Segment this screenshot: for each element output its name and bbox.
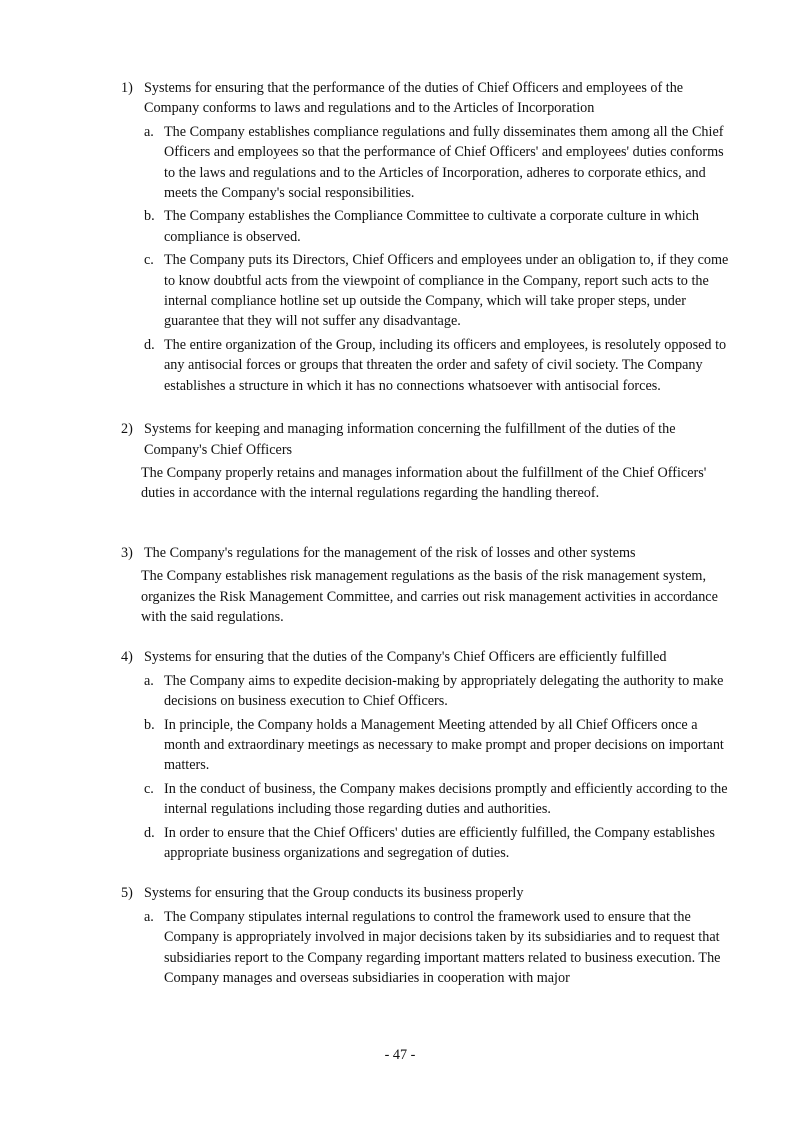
section-number: 4) [121, 649, 133, 666]
item-text: The Company establishes the Compliance Committee to cultivate a corporate culture in which compliance is observed. [164, 208, 700, 245]
item-letter: b. [144, 208, 155, 225]
section-heading [121, 883, 730, 903]
section-heading [121, 78, 730, 119]
item-letter: c. [144, 780, 154, 797]
section-title: Systems for keeping and managing information concerning the fulfillment of the duties of the Company's Chief Officers [144, 421, 676, 458]
item-text: In order to ensure that the Chief Officers' duties are efficiently fulfilled, the Company establishes appropriate business organizations and segregation of duties. [164, 824, 715, 861]
section-title: Systems for ensuring that the Group conducts its business properly [144, 885, 524, 902]
item-letter: a. [144, 672, 154, 689]
section-number: 5) [121, 885, 133, 902]
section-4 [0, 647, 800, 863]
item-text: The Company stipulates internal regulations to control the framework used to ensure that the Company is appropriately involved in major decisions taken by its subsidiaries and to request that subsidiaries report to the Company regarding important matters related to business execution. The Company manages and overseas subsidiaries in cooperation with major [164, 908, 721, 987]
section-heading [121, 543, 730, 563]
section-2 [0, 419, 800, 504]
item-text: The Company establishes compliance regulations and fully disseminates them among all the Chief Officers and employees so that the performance of Chief Officers' and employees' duties conforms to the laws and regulations and to the Articles of Incorporation, adheres to corporate ethics, and meets the Company's social responsibilities. [164, 123, 724, 202]
section-3 [0, 543, 800, 628]
list-item [144, 907, 730, 989]
item-letter: a. [144, 123, 154, 140]
document-body [0, 78, 800, 988]
section-heading [121, 647, 730, 667]
section-heading [121, 419, 730, 460]
section-paragraph: The Company properly retains and manages information about the fulfillment of the Chief Officers' duties in accordance with the internal regulations regarding the handling thereof. [141, 464, 707, 502]
list-item [144, 715, 730, 776]
section-5 [0, 883, 800, 988]
section-1 [0, 78, 800, 396]
list-item [144, 335, 730, 396]
section-paragraph: The Company establishes risk management regulations as the basis of the risk management system, organizes the Risk Management Committee, and carries out risk management activities in accordance with the said regulations. [141, 568, 718, 625]
section-title: Systems for ensuring that the duties of the Company's Chief Officers are efficiently fulfilled [144, 649, 667, 666]
item-letter: a. [144, 908, 154, 925]
item-text: The Company puts its Directors, Chief Officers and employees under an obligation to, if they come to know doubtful acts from the viewpoint of compliance in the Company, report such acts to the internal compliance hotline set up outside the Company, which will take proper steps, under guarantee that they will not suffer any disadvantage. [164, 252, 729, 330]
section-number: 2) [121, 421, 133, 438]
item-letter: d. [144, 336, 155, 353]
list-item [144, 250, 730, 332]
section-number: 3) [121, 544, 133, 561]
list-item [144, 206, 730, 247]
item-text: In the conduct of business, the Company makes decisions promptly and efficiently according to the internal regulations including those regarding duties and authorities. [164, 780, 728, 818]
list-item [144, 823, 730, 864]
item-letter: c. [144, 252, 154, 269]
list-item [144, 122, 730, 204]
item-text: The entire organization of the Group, including its officers and employees, is resolutely opposed to any antisocial forces or groups that threaten the order and safety of civil society. The Company establishes a structure in which it has no connections whatsoever with antisocial forces. [164, 336, 727, 394]
section-title: Systems for ensuring that the performance of the duties of Chief Officers and employees of the Company conforms to laws and regulations and to the Articles of Incorporation [144, 80, 684, 117]
list-item [144, 671, 730, 712]
page-number: - 47 - [384, 1047, 416, 1063]
item-text: The Company aims to expedite decision-making by appropriately delegating the authority to make decisions on business execution to Chief Officers. [164, 672, 724, 710]
section-number: 1) [121, 80, 133, 96]
item-letter: b. [144, 716, 155, 733]
item-letter: d. [144, 824, 155, 841]
section-title: The Company's regulations for the management of the risk of losses and other systems [144, 544, 636, 561]
list-item [144, 779, 730, 820]
item-text: In principle, the Company holds a Management Meeting attended by all Chief Officers once a month and extraordinary meetings as necessary to make prompt and proper decisions on important matters. [164, 716, 724, 774]
